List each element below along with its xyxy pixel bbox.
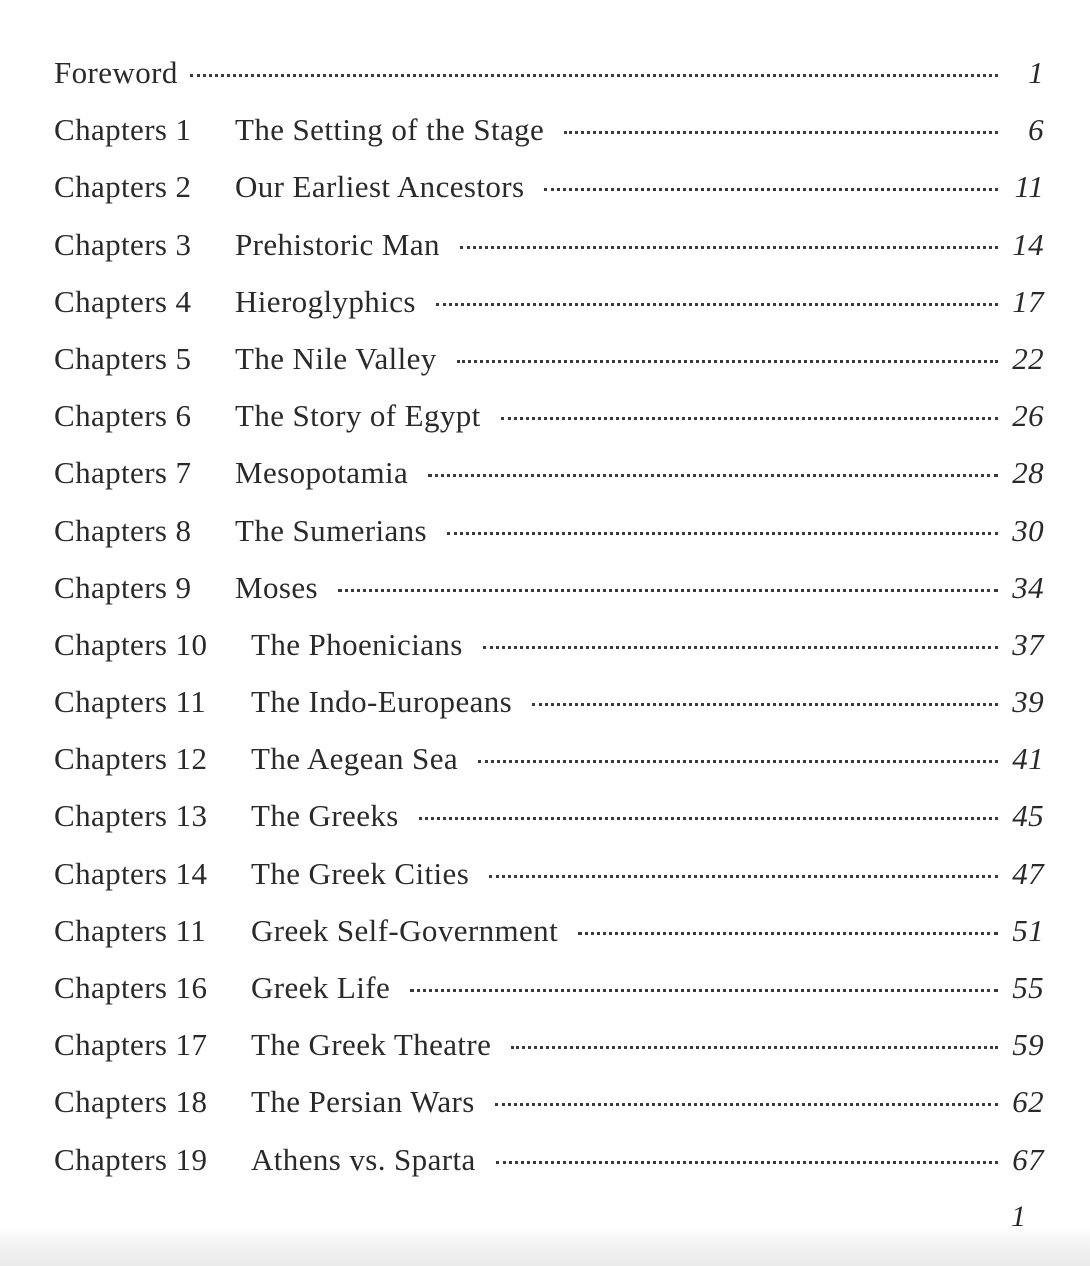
toc-entry-label: Chapters 17 — [54, 1027, 208, 1063]
toc-entry-title: Our Earliest Ancestors — [235, 169, 525, 205]
toc-entry-title: The Phoenicians — [251, 626, 463, 662]
toc-entry-title: Greek Life — [251, 970, 391, 1005]
toc-entry[interactable] — [54, 395, 1044, 452]
toc-entry-label: Chapters 10 — [54, 626, 208, 662]
toc-entry-page: 22 — [1012, 340, 1044, 376]
toc-entry-label: Chapters 4 — [54, 283, 192, 319]
dot-leader — [436, 281, 998, 312]
toc-entry[interactable] — [54, 109, 1044, 166]
toc-entry-label: Chapters 3 — [54, 226, 192, 262]
toc-entry-title: Moses — [235, 569, 318, 605]
toc-entry[interactable] — [54, 567, 1044, 624]
dot-leader — [489, 853, 998, 884]
page-number: 1 — [1011, 1200, 1026, 1233]
dot-leader — [564, 109, 998, 140]
dot-leader — [501, 395, 998, 426]
toc-entry-page: 30 — [1012, 512, 1044, 548]
toc-entry-page: 39 — [1012, 684, 1044, 720]
dot-leader — [447, 510, 998, 541]
toc-entry-page: 47 — [1012, 855, 1044, 891]
toc-entry-page: 45 — [1012, 798, 1044, 834]
toc-entry-title: Hieroglyphics — [235, 283, 416, 319]
toc-entry-label: Chapters 2 — [54, 169, 192, 205]
toc-entry[interactable] — [54, 1024, 1044, 1081]
dot-leader — [495, 1081, 998, 1112]
toc-entry-page: 28 — [1012, 455, 1044, 491]
toc-entry-title: The Nile Valley — [235, 340, 437, 376]
toc-entry-page: 1 — [1028, 55, 1044, 90]
toc-entry[interactable] — [54, 338, 1044, 395]
dot-leader — [338, 567, 998, 598]
table-of-contents — [54, 52, 1044, 1196]
toc-entry-page: 11 — [1014, 169, 1044, 205]
dot-leader — [457, 338, 998, 369]
toc-entry-page: 59 — [1012, 1027, 1044, 1063]
toc-entry-page: 41 — [1012, 741, 1044, 777]
toc-entry[interactable] — [54, 853, 1044, 910]
dot-leader — [532, 681, 998, 712]
toc-entry[interactable] — [54, 1139, 1044, 1196]
toc-entry-foreword[interactable] — [54, 52, 1044, 109]
dot-leader — [460, 224, 998, 255]
dot-leader — [483, 624, 998, 655]
toc-entry-label: Chapters 19 — [54, 1141, 208, 1177]
dot-leader — [428, 452, 998, 483]
dot-leader — [578, 910, 998, 941]
toc-entry-title: The Setting of the Stage — [235, 112, 545, 148]
toc-entry-title: The Persian Wars — [251, 1084, 475, 1120]
toc-entry-label: Chapters 1 — [54, 112, 192, 148]
toc-entry-label: Chapters 7 — [54, 455, 192, 491]
toc-entry[interactable] — [54, 510, 1044, 567]
toc-entry-page: 37 — [1012, 626, 1044, 662]
toc-entry-page: 34 — [1012, 569, 1044, 605]
toc-entry[interactable] — [54, 967, 1044, 1024]
toc-entry[interactable] — [54, 681, 1044, 738]
toc-entry-title: Athens vs. Sparta — [251, 1141, 476, 1177]
toc-entry[interactable] — [54, 795, 1044, 852]
toc-entry-title: The Sumerians — [235, 512, 428, 548]
toc-entry[interactable] — [54, 1081, 1044, 1138]
toc-entry-title: The Greek Theatre — [251, 1027, 492, 1063]
toc-entry-page: 14 — [1012, 226, 1044, 262]
dot-leader — [410, 967, 998, 998]
toc-entry-page: 26 — [1012, 398, 1044, 434]
toc-entry-title: Greek Self-Government — [251, 912, 559, 948]
dot-leader — [511, 1024, 998, 1055]
toc-entry[interactable] — [54, 281, 1044, 338]
toc-entry-label: Chapters 9 — [54, 569, 192, 605]
toc-entry[interactable] — [54, 452, 1044, 509]
dot-leader — [478, 738, 998, 769]
toc-entry-label: Foreword — [54, 55, 178, 90]
toc-entry-page: 17 — [1012, 283, 1044, 319]
toc-entry[interactable] — [54, 624, 1044, 681]
toc-entry-title: The Story of Egypt — [235, 398, 481, 434]
toc-entry-label: Chapters 12 — [54, 741, 208, 777]
toc-entry-label: Chapters 8 — [54, 512, 192, 548]
dot-leader — [419, 795, 998, 826]
dot-leader — [496, 1139, 998, 1170]
toc-entry-page: 55 — [1012, 970, 1044, 1005]
toc-entry-title: The Indo-Europeans — [251, 684, 513, 720]
toc-entry-title: The Aegean Sea — [251, 741, 459, 777]
toc-entry-label: Chapters 16 — [54, 970, 208, 1005]
toc-entry-label: Chapters 13 — [54, 798, 208, 834]
toc-entry-label: Chapters 5 — [54, 340, 192, 376]
toc-entry-page: 51 — [1012, 912, 1044, 948]
toc-entry[interactable] — [54, 224, 1044, 281]
toc-entry-label: Chapters 6 — [54, 398, 192, 434]
toc-entry-page: 62 — [1012, 1084, 1044, 1120]
toc-entry[interactable] — [54, 166, 1044, 223]
toc-entry-title: Mesopotamia — [235, 455, 409, 491]
toc-entry-label: Chapters 18 — [54, 1084, 208, 1120]
toc-entry-title: The Greeks — [251, 798, 399, 834]
toc-entry-label: Chapters 14 — [54, 855, 208, 891]
toc-entry-title: The Greek Cities — [251, 855, 470, 891]
toc-entry-label: Chapters 11 — [54, 912, 207, 948]
toc-entry-title: Prehistoric Man — [235, 226, 440, 262]
toc-entry-page: 67 — [1012, 1141, 1044, 1177]
dot-leader — [190, 52, 998, 83]
dot-leader — [544, 166, 998, 197]
toc-entry-label: Chapters 11 — [54, 684, 207, 720]
toc-entry[interactable] — [54, 738, 1044, 795]
toc-entry-page: 6 — [1028, 112, 1044, 148]
toc-entry[interactable] — [54, 910, 1044, 967]
